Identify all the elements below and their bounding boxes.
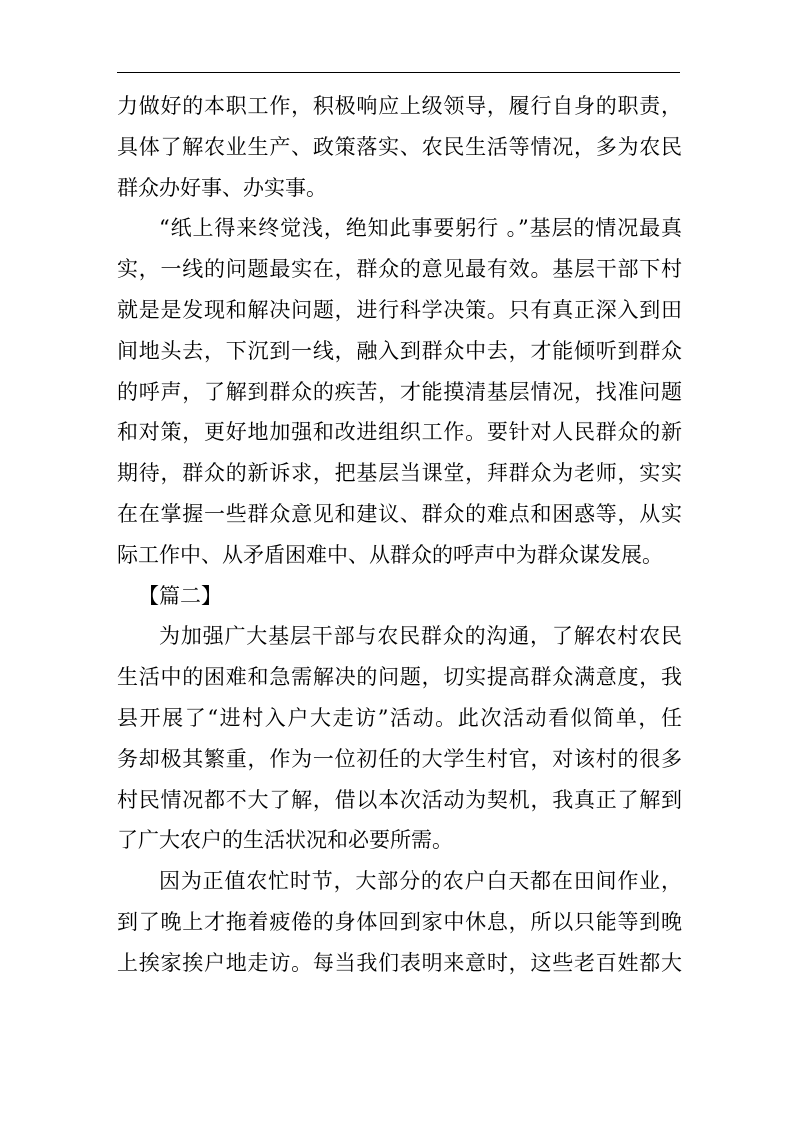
text-line: 具体了解农业生产、政策落实、农民生活等情况，多为农民 [117, 134, 682, 159]
text-line: 力做好的本职工作，积极响应上级领导，履行自身的职责， [117, 94, 682, 118]
text-line: 因为正值农忙时节，大部分的农户白天都在田间作业， [159, 869, 682, 894]
text-line: 的呼声，了解到群众的疾苦，才能摸清基层情况，找准问题 [117, 379, 682, 404]
section-heading [117, 576, 682, 617]
text-line: “纸上得来终觉浅，绝知此事要躬行 。”基层的情况最真 [159, 216, 682, 241]
section-heading-text: 【篇二】 [138, 583, 222, 608]
text-line: 期待，群众的新诉求，把基层当课堂，拜群众为老师，实实 [117, 461, 682, 486]
text-line: 就是是发现和解决问题，进行科学决策。只有真正深入到田 [117, 297, 682, 322]
text-line: 上挨家挨户地走访。每当我们表明来意时，这些老百姓都大 [117, 950, 682, 975]
text-line: 务却极其繁重，作为一位初任的大学生村官，对该村的很多 [117, 746, 682, 771]
text-line: 到了晚上才拖着疲倦的身体回到家中休息，所以只能等到晚 [117, 909, 682, 934]
paragraph [117, 861, 682, 983]
header-rule [117, 72, 680, 73]
text-line: 和对策，更好地加强和改进组织工作。要针对人民群众的新 [117, 420, 682, 445]
paragraph [117, 616, 682, 861]
text-line: 群众办好事、办实事。 [117, 175, 327, 200]
text-line: 了广大农户的生活状况和必要所需。 [117, 828, 453, 853]
paragraph [117, 208, 682, 575]
text-line: 生活中的困难和急需解决的问题，切实提高群众满意度，我 [117, 665, 682, 690]
text-line: 在在掌握一些群众意见和建议、群众的难点和困惑等，从实 [117, 501, 682, 526]
text-line: 际工作中、从矛盾困难中、从群众的呼声中为群众谋发展。 [117, 542, 663, 567]
text-line: 为加强广大基层干部与农民群众的沟通，了解农村农民 [159, 624, 682, 649]
paragraph [117, 86, 682, 208]
text-line: 县开展了“进村入户大走访”活动。此次活动看似简单，任 [117, 705, 682, 730]
text-line: 间地头去，下沉到一线，融入到群众中去，才能倾听到群众 [117, 338, 682, 363]
text-line: 村民情况都不大了解，借以本次活动为契机，我真正了解到 [117, 787, 682, 812]
text-line: 实，一线的问题最实在，群众的意见最有效。基层干部下村 [117, 257, 682, 282]
document-body [117, 86, 682, 984]
